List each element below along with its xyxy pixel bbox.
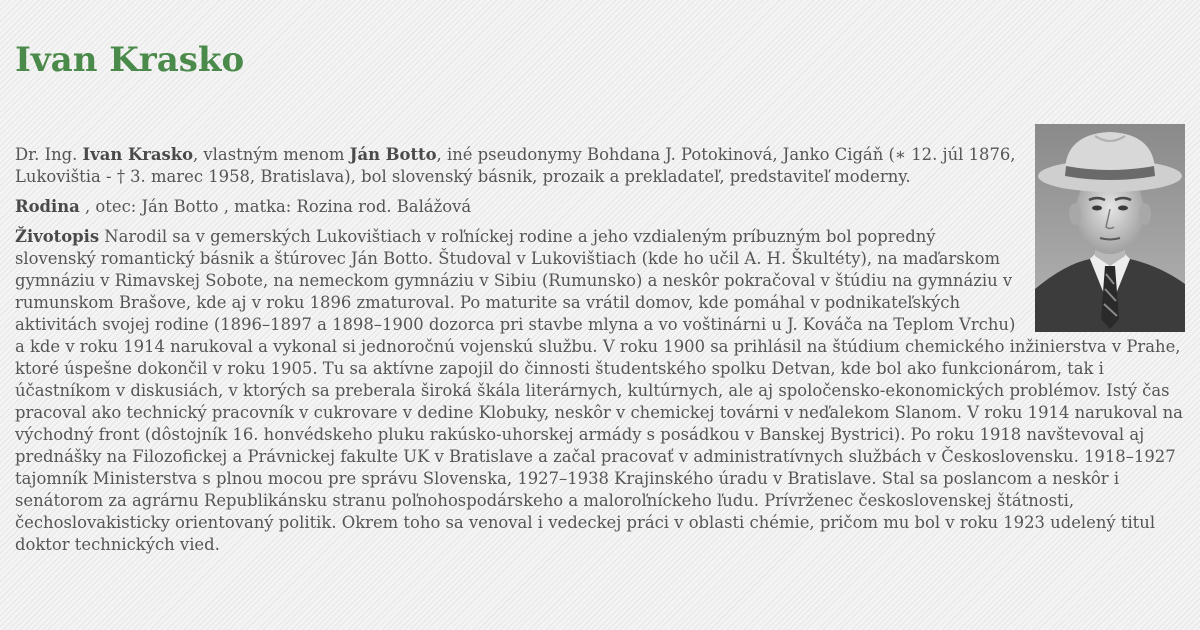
page-title: Ivan Krasko	[15, 40, 245, 80]
intro-name: Ivan Krasko	[82, 145, 193, 164]
family-paragraph	[15, 196, 1185, 218]
intro-prefix: Dr. Ing.	[15, 145, 83, 164]
family-label: Rodina	[15, 197, 80, 216]
family-text: , otec: Ján Botto , matka: Rozina rod. Balážová	[79, 197, 472, 216]
article-body	[15, 124, 1185, 556]
biography-label: Životopis	[15, 227, 100, 246]
article	[15, 0, 1185, 556]
intro-mid: , vlastným menom	[193, 145, 350, 164]
intro-rest: , iné pseudonymy Bohdana J. Potokinová, Janko Cigáň (∗ 12. júl 1876, Lukovištia - † 3. marec 1958, Bratislava), bol slovenský básnik, prozaik a prekladateľ, predstaviteľ moderny.	[15, 145, 1016, 186]
intro-real-name: Ján Botto	[349, 145, 437, 164]
portrait-image	[1035, 124, 1185, 332]
biography-paragraph	[15, 226, 1185, 556]
intro-paragraph	[15, 124, 1185, 188]
biography-text: Narodil sa v gemerských Lukovištiach v roľníckej rodine a jeho vzdialeným príbuzným bol popredný slovenský romantický básnik a štúrovec Ján Botto. Študoval v Lukovištiach (kde ho učil A. H. Škultéty), na maďarskom gymnáziu v Rimavskej Sobote, na nemeckom gymnáziu v Sibiu (Rumunsko) a neskôr pokračoval v štúdiu na gymnáziu v rumunskom Brašove, kde aj v roku 1896 zmaturoval. Po maturite sa vrátil domov, kde pomáhal v podnikateľských aktivitách svojej rodine (1896–1897 a 1898–1900 dozorca pri stavbe mlyna a vo voštinárni u J. Kováča na Teplom Vrchu) a kde v roku 1914 narukoval a vykonal si jednoročnú vojenskú službu. V roku 1900 sa prihlásil na štúdium chemického inžinierstva v Prahe, ktoré úspešne dokončil v roku 1905. Tu sa aktívne zapojil do činnosti študentského spolku Detvan, kde bol ako funkcionárom, tak i účastníkom v diskusiách, v ktorých sa preberala široká škála literárnych, kultúrnych, ale aj spoločensko-ekonomických problémov. Istý čas pracoval ako technický pracovník v cukrovare v dedine Klobuky, neskôr v chemickej továrni v neďalekom Slanom. V roku 1914 narukoval na východný front (dôstojník 16. honvédskeho pluku rakúsko-uhorskej armády s posádkou v Banskej Bystrici). Po roku 1918 navštevoval aj prednášky na Filozofickej a Právnickej fakulte UK v Bratislave a začal pracovať v administratívnych službách v Československu. 1918–1927 tajomník Ministerstva s plnou mocou pre správu Slovenska, 1927–1938 Krajinského úradu v Bratislave. Stal sa poslancom a neskôr i senátorom za agrárnu Republikánsku stranu poľnohospodárskeho a maloroľníckeho ľudu. Prívrženec československej štátnosti, čechoslovakisticky orientovaný politik. Okrem toho sa venoval i vedeckej práci v oblasti chémie, pričom mu bol v roku 1923 udelený titul doktor technických vied.	[15, 227, 1183, 554]
